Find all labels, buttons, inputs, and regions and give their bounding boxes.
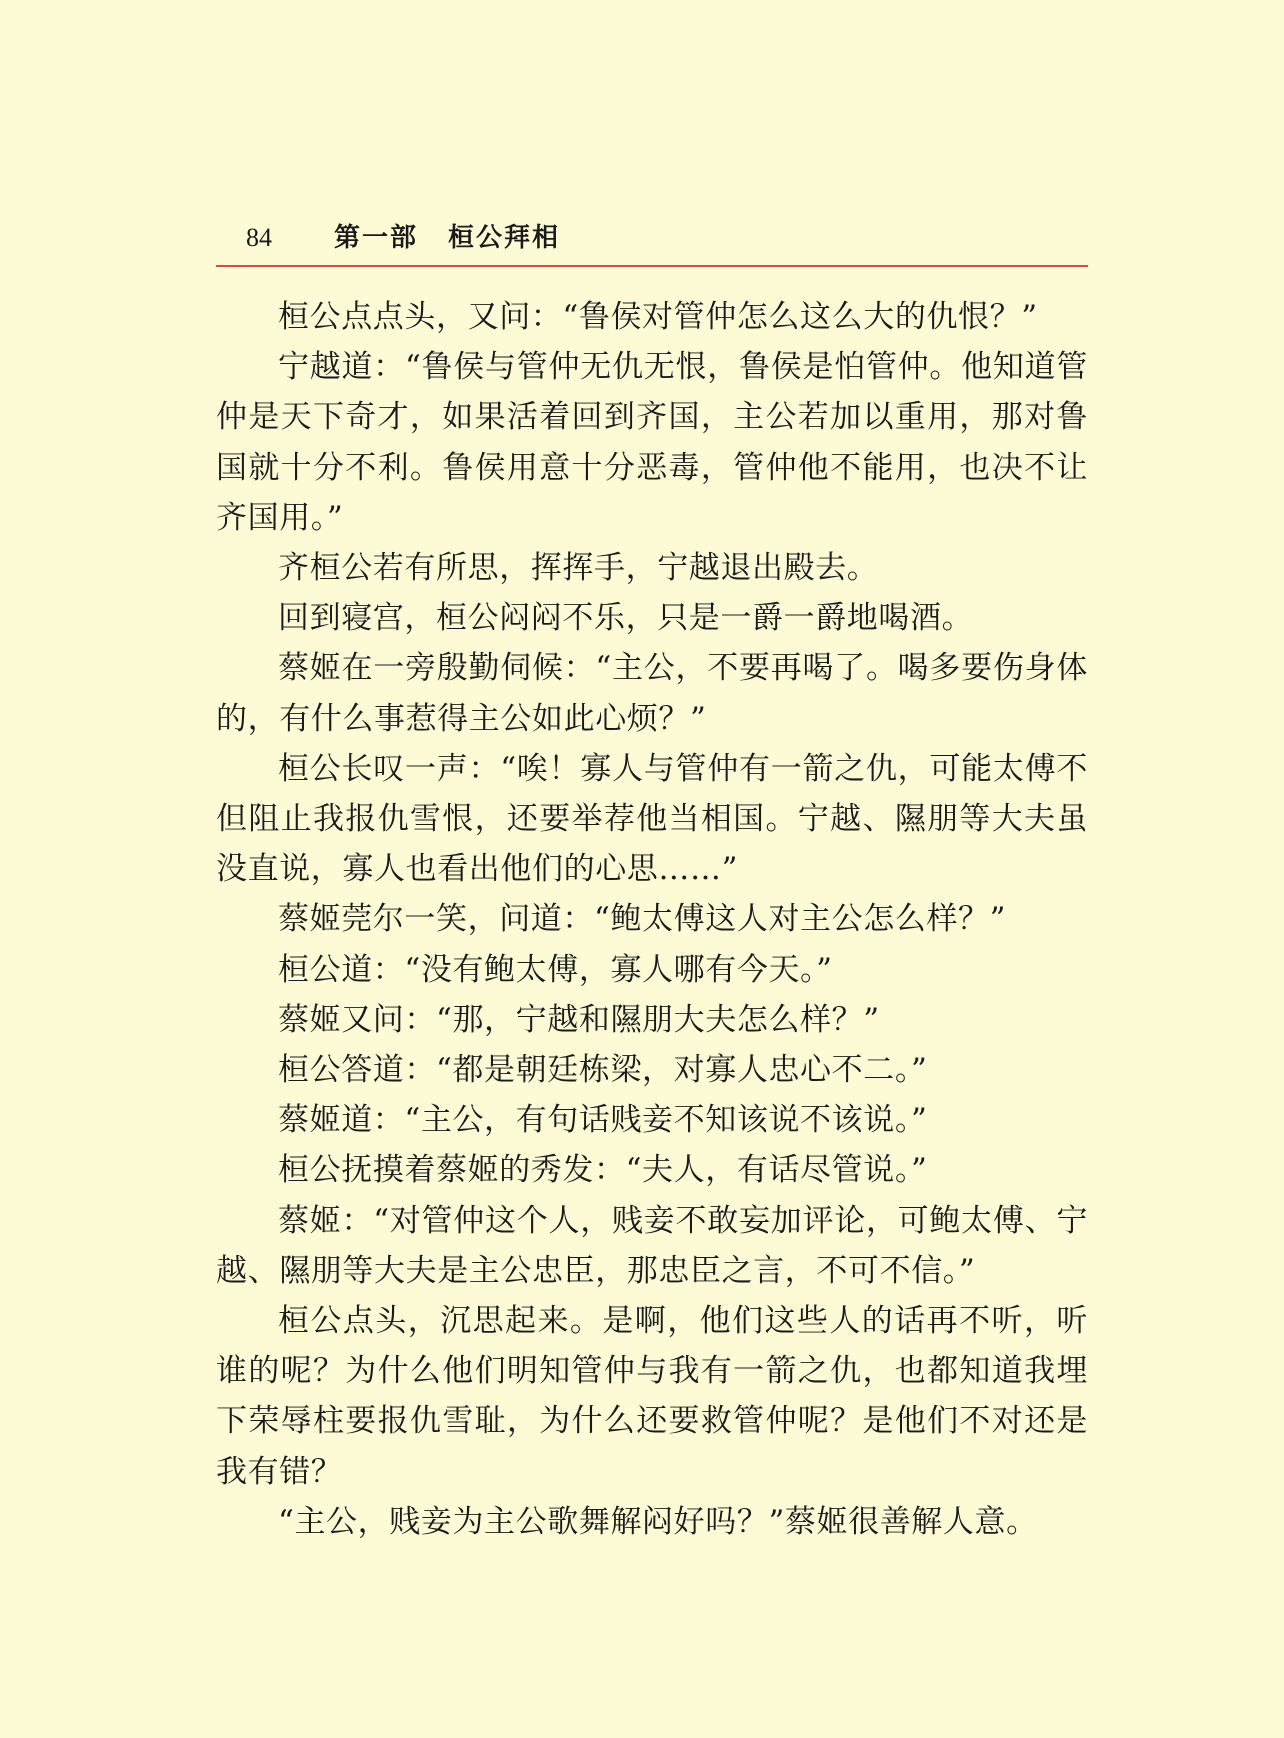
paragraph: 蔡姬莞尔一笑，问道：“鲍太傅这人对主公怎么样？” [278, 901, 1007, 938]
body-text [216, 292, 1088, 1547]
paragraph: 齐桓公若有所思，挥挥手，宁越退出殿去。 [278, 550, 879, 587]
paragraph: 蔡姬又问：“那，宁越和隰朋大夫怎么样？” [278, 1001, 880, 1038]
part-title: 第一部 [334, 223, 419, 253]
paragraph: 桓公抚摸着蔡姬的秀发：“夫人，有话尽管说。” [278, 1152, 928, 1189]
paragraph: 桓公点点头，又问：“鲁侯对管仲怎么这么大的仇恨？” [278, 299, 1038, 335]
header-rule [216, 265, 1088, 267]
paragraph: 蔡姬在一旁殷勤伺候：“主公，不要再喝了。喝多要伤身体的，有什么事惹得主公如此心烦？” [216, 650, 1088, 737]
paragraph: 桓公长叹一声：“唉！寡人与管仲有一箭之仇，可能太傅不但阻止我报仇雪恨，还要举荐他当相国。宁越、隰朋等大夫虽没直说，寡人也看出他们的心思……” [216, 750, 1088, 888]
paragraph: “主公，贱妾为主公歌舞解闷好吗？”蔡姬很善解人意。 [278, 1503, 1038, 1540]
paragraph: 蔡姬道：“主公，有句话贱妾不知该说不该说。” [278, 1102, 928, 1139]
paragraph: 桓公答道：“都是朝廷栋梁，对寡人忠心不二。” [278, 1052, 928, 1089]
chapter-title: 桓公拜相 [448, 223, 561, 253]
running-header [216, 218, 1088, 262]
paragraph: 回到寝宫，桓公闷闷不乐，只是一爵一爵地喝酒。 [278, 600, 974, 637]
paragraph: 桓公道：“没有鲍太傅，寡人哪有今天。” [278, 951, 833, 988]
paragraph: 宁越道：“鲁侯与管仲无仇无恨，鲁侯是怕管仲。他知道管仲是天下奇才，如果活着回到齐国，主公若加以重用，那对鲁国就十分不利。鲁侯用意十分恶毒，管仲他不能用，也决不让齐国用。” [216, 349, 1088, 536]
paragraph: 蔡姬：“对管仲这个人，贱妾不敢妄加评论，可鲍太傅、宁越、隰朋等大夫是主公忠臣，那忠臣之言，不可不信。” [216, 1202, 1088, 1289]
book-page [216, 0, 1088, 1738]
page-number: 84 [246, 223, 272, 252]
paragraph: 桓公点头，沉思起来。是啊，他们这些人的话再不听，听谁的呢？为什么他们明知管仲与我有一箭之仇，也都知道我埋下荣辱柱要报仇雪耻，为什么还要救管仲呢？是他们不对还是我有错？ [216, 1303, 1088, 1490]
